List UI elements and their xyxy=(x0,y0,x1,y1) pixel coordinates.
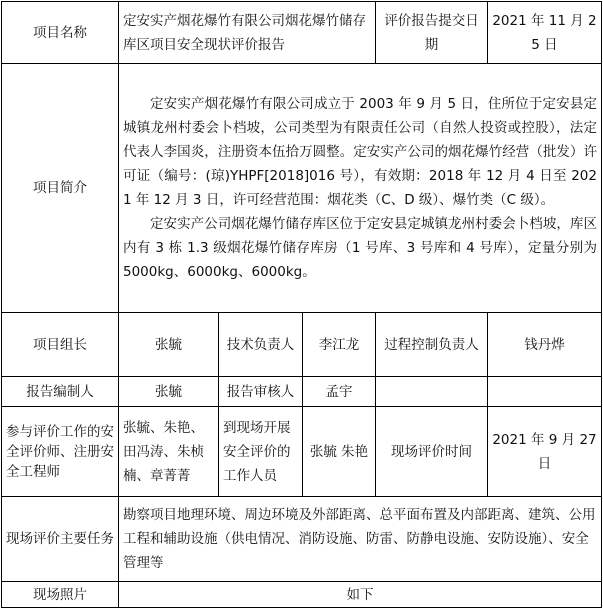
report-reviewer-value: 孟宇 xyxy=(303,377,376,407)
site-staff-value: 张毓 朱艳 xyxy=(303,407,376,497)
evaluators-label: 参与评价工作的安全评价师、注册安全工程师 xyxy=(2,407,119,497)
row-site-tasks xyxy=(2,497,602,582)
site-tasks-content: 勘察项目地理环境、周边环境及外部距离、总平面布置及内部距离、建筑、公用工程和辅助设施（供电情况、消防设施、防雷、防静电设施、安防设施）、安全管理等 xyxy=(119,497,602,582)
report-author-label: 报告编制人 xyxy=(2,377,119,407)
project-intro-content xyxy=(119,64,602,313)
report-submit-date-value: 2021 年 11 月 25 日 xyxy=(488,2,602,64)
row-project-name xyxy=(2,2,602,64)
process-control-lead-value: 钱丹烨 xyxy=(488,313,602,377)
row-report-staff xyxy=(2,377,602,407)
project-leader-value: 张毓 xyxy=(119,313,219,377)
row-project-intro xyxy=(2,64,602,313)
project-intro-paragraph-2: 定安实产公司烟花爆竹储存库区位于定安县定城镇龙州村委会卜档坡，库区内有 3 栋 1.3 级烟花爆竹储存库房（1 号库、3 号库和 4 号库），定量分别为 5000kg、6000kg、6000kg。 xyxy=(123,216,597,280)
site-evaluation-time-label: 现场评价时间 xyxy=(376,407,488,497)
report-reviewer-label: 报告审核人 xyxy=(219,377,303,407)
site-photos-content: 如下 xyxy=(119,582,602,608)
site-evaluation-time-value: 2021 年 9 月 27 日 xyxy=(488,407,602,497)
row-evaluators xyxy=(2,407,602,497)
technical-lead-label: 技术负责人 xyxy=(219,313,303,377)
project-intro-paragraph-1: 定安实产烟花爆竹有限公司成立于 2003 年 9 月 5 日，住所位于定安县定城镇龙州村委会卜档坡，公司类型为有限责任公司（自然人投资或控股），法定代表人李国炎，注册资本伍拾万圆整。定安实产公司的烟花爆竹经营（批发）许可证（编号：(琼)YHPF[2018]016 号），有效期：2018 年 12 月 4 日至 2021 年 12 月 3 日，许可经营范围：烟花类（C、D 级）、爆竹类（C 级）。 xyxy=(123,96,597,208)
empty-cell xyxy=(376,377,488,407)
site-photos-label: 现场照片 xyxy=(2,582,119,608)
process-control-lead-label: 过程控制负责人 xyxy=(376,313,488,377)
report-submit-date-label: 评价报告提交日期 xyxy=(376,2,488,64)
site-staff-label: 到现场开展安全评价的工作人员 xyxy=(219,407,303,497)
project-name-label: 项目名称 xyxy=(2,2,119,64)
site-tasks-label: 现场评价主要任务 xyxy=(2,497,119,582)
empty-cell xyxy=(488,377,602,407)
evaluators-names: 张毓、朱艳、田冯涛、朱桢楠、章菁菁 xyxy=(119,407,219,497)
row-team-leaders xyxy=(2,313,602,377)
technical-lead-value: 李江龙 xyxy=(303,313,376,377)
row-site-photos xyxy=(2,582,602,608)
project-info-table xyxy=(1,1,602,608)
project-name-value: 定安实产烟花爆竹有限公司烟花爆竹储存库区项目安全现状评价报告 xyxy=(119,2,376,64)
report-author-value: 张毓 xyxy=(119,377,219,407)
project-intro-label: 项目简介 xyxy=(2,64,119,313)
project-leader-label: 项目组长 xyxy=(2,313,119,377)
